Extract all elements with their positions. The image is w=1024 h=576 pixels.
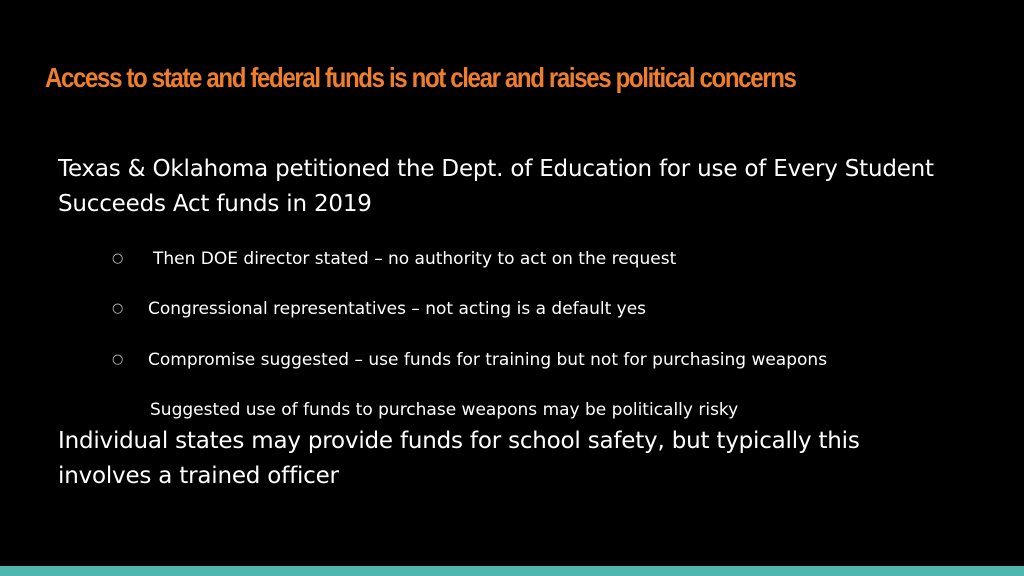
bullet-text: Then DOE director stated – no authority to act on the request	[153, 249, 677, 269]
paragraph-petition: Texas & Oklahoma petitioned the Dept. of Education for use of Every Student Succeeds Act funds in 2019	[58, 156, 934, 217]
circle-bullet-icon: ○	[112, 301, 124, 316]
bullet-item	[112, 248, 676, 270]
slide-title: Access to state and federal funds is not clear and raises political concerns	[45, 62, 796, 93]
bullet-item	[112, 298, 646, 320]
paragraph-states: Individual states may provide funds for school safety, but typically this involves a trained officer	[58, 428, 860, 489]
bullet-text: Compromise suggested – use funds for training but not for purchasing weapons	[148, 350, 828, 370]
accent-bar	[0, 566, 1024, 576]
note-text: Suggested use of funds to purchase weapons may be politically risky	[150, 400, 739, 420]
circle-bullet-icon: ○	[112, 352, 124, 367]
bullet-item	[112, 349, 827, 371]
bullet-text: Congressional representatives – not acting is a default yes	[148, 299, 647, 319]
circle-bullet-icon: ○	[112, 251, 124, 266]
